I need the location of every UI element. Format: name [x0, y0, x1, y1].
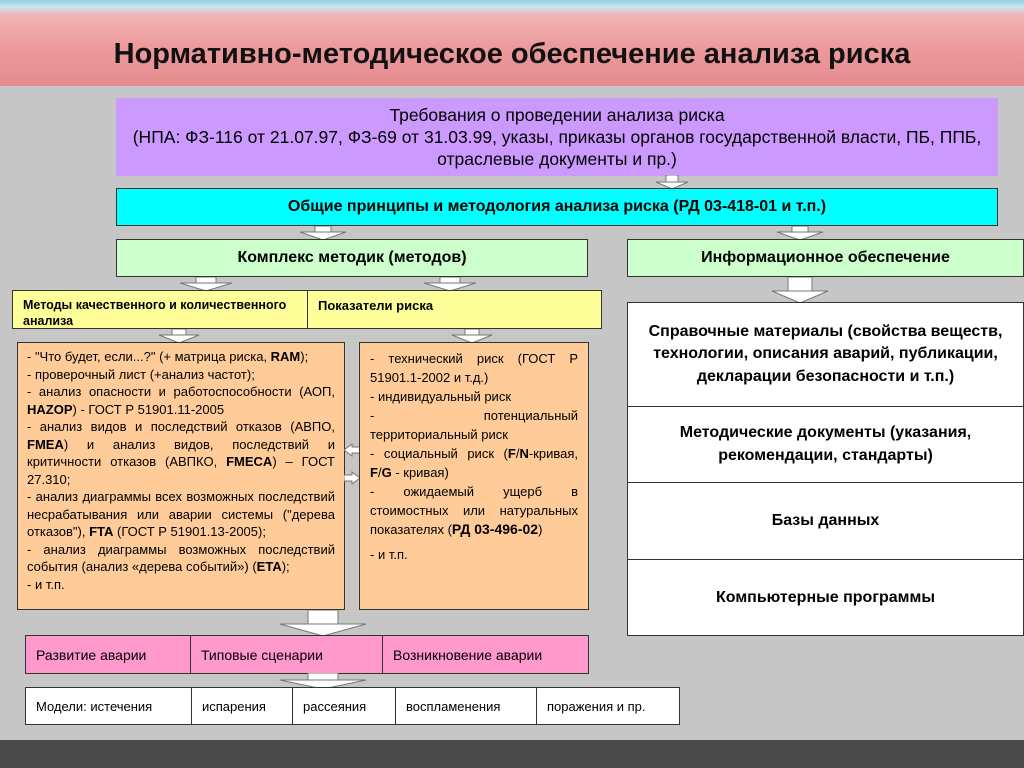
model-evaporation: испарения	[192, 688, 293, 724]
principles-box	[116, 188, 998, 226]
info-support-label: Информационное обеспечение	[701, 249, 950, 266]
arrow-down-5	[422, 277, 478, 291]
arrow-down-2	[298, 226, 348, 240]
page-title: Нормативно-методическое обеспечение анализа риска	[113, 38, 911, 70]
method-item-hazop: - анализ опасности и работоспособности (АОП, HAZOP) - ГОСТ Р 51901.11-2005	[27, 384, 335, 417]
method-item-checklist: - проверочный лист (+анализ частот);	[27, 366, 255, 382]
complex-box	[116, 239, 588, 277]
scenario-typical: Типовые сценарии	[191, 636, 383, 673]
method-item-etc: - и т.п.	[27, 576, 65, 592]
model-damage: поражения и пр.	[547, 698, 646, 714]
requirements-title: Требования о проведении анализа риска	[389, 105, 725, 125]
scenarios-row	[25, 635, 589, 674]
arrow-down-6	[770, 277, 830, 303]
arrow-down-3	[775, 226, 825, 240]
method-item-fmea: - анализ видов и последствий отказов (АВПО, FMEA) и анализ видов, последствий и критичности отказов (АВПКО, FMECA) – ГОСТ 27.310;	[27, 419, 336, 487]
arrow-down-8	[450, 329, 494, 343]
requirements-box	[116, 98, 998, 176]
scenario-origin: Возникновение аварии	[393, 646, 543, 663]
indicator-damage: - ожидаемый ущерб в стоимостных или натуральных показателях (РД 03-496-02)	[370, 484, 578, 537]
methods-list-box	[17, 342, 345, 610]
indicators-header: Показатели риска	[318, 298, 434, 313]
info-item-methodical: Методические документы (указания, рекомендации, стандарты)	[628, 407, 1023, 483]
info-item-software: Компьютерные программы	[716, 588, 935, 606]
indicator-territorial: - потенциальный территориальный риск	[370, 408, 578, 442]
principles-label: Общие принципы и методология анализа риска (РД 03-418-01 и т.п.)	[287, 198, 827, 215]
complex-label: Комплекс методик (методов)	[237, 249, 467, 266]
indicator-etc: - и т.п.	[370, 547, 408, 562]
indicator-technical: - технический риск (ГОСТ Р 51901.1-2002 и т.д.)	[370, 351, 578, 385]
model-ignition: воспламенения	[396, 688, 537, 724]
arrow-down-7	[157, 329, 201, 343]
model-dispersion: рассеяния	[293, 688, 396, 724]
methods-header-row	[12, 290, 602, 329]
double-arrow	[344, 442, 360, 486]
info-item-reference: Справочные материалы (свойства веществ, технологии, описания аварий, публикации, декларации безопасности и т.п.)	[628, 303, 1023, 407]
model-outflow: Модели: истечения	[26, 688, 192, 724]
models-row	[25, 687, 680, 725]
method-item-eta: - анализ диаграммы возможных последствий события (анализ «дерева событий») (ETA);	[27, 541, 335, 574]
scenario-development: Развитие аварии	[26, 636, 191, 673]
methods-header: Методы качественного и количественного анализа	[13, 291, 308, 328]
indicator-social: - социальный риск (F/N-кривая, F/G - кривая)	[370, 446, 578, 480]
arrow-down-1	[654, 175, 690, 189]
arrow-down-9	[278, 610, 368, 636]
info-support-box	[627, 239, 1024, 277]
requirements-npa: (НПА: ФЗ-116 от 21.07.97, ФЗ-69 от 31.03.99, указы, приказы органов государственной власти, ПБ, ППБ, отраслевые документы и пр.)	[132, 127, 982, 169]
info-item-databases: Базы данных	[628, 483, 1023, 560]
info-items-box	[627, 302, 1024, 636]
method-item-fta: - анализ диаграммы всех возможных последствий несрабатывания или аварии системы ("дерева отказов"), FTA (ГОСТ Р 51901.13-2005);	[27, 489, 335, 539]
arrow-down-4	[178, 277, 234, 291]
indicators-list-box	[359, 342, 589, 610]
method-item-what-if: - "Что будет, если...?" (+ матрица риска, RAM);	[27, 349, 309, 364]
footer-bar	[0, 740, 1024, 768]
indicator-individual: - индивидуальный риск	[370, 389, 512, 404]
